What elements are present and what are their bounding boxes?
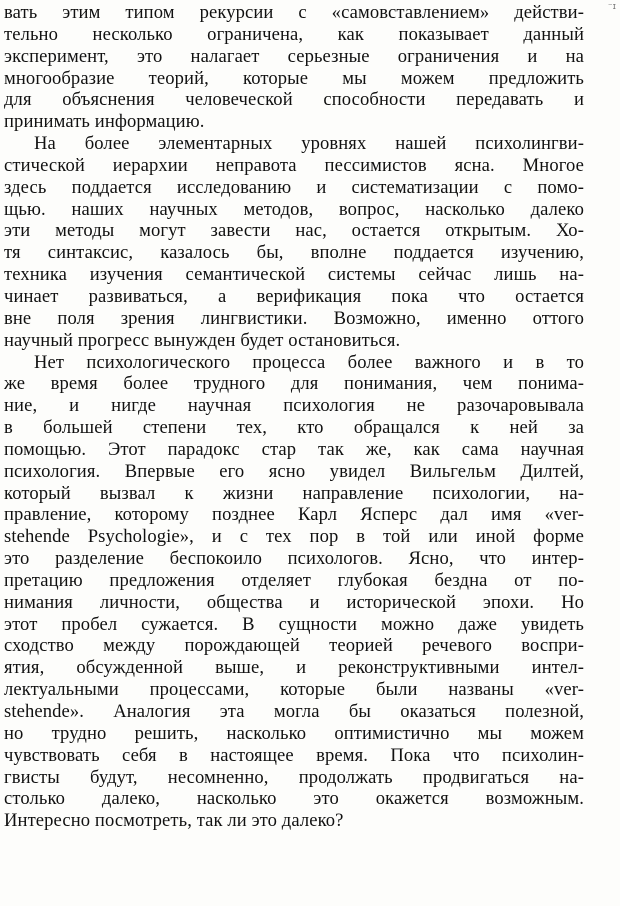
text-line: тельно несколько ограничена, как показывает данный bbox=[4, 23, 584, 45]
text-line: нимания личности, общества и исторической эпохи. Но bbox=[4, 591, 584, 613]
text-line: вне поля зрения лингвистики. Возможно, именно оттого bbox=[4, 307, 584, 329]
text-line: гвисты будут, несомненно, продолжать продвигаться на- bbox=[4, 766, 584, 788]
text-line: ние, и нигде научная психология не разочаровывала bbox=[4, 395, 584, 417]
text-line: На более элементарных уровнях нашей психолингви- bbox=[34, 133, 584, 155]
text-line: в большей степени тех, кто обращался к ней за bbox=[4, 417, 584, 439]
text-line: stehende». Аналогия эта могла бы оказаться полезной, bbox=[4, 701, 584, 722]
text-line: для объяснения человеческой способности передавать и bbox=[4, 89, 584, 111]
text-line: stehende Psychologie», и с тех пор в той или иной форме bbox=[4, 526, 584, 548]
paragraph bbox=[4, 133, 584, 351]
text-line: Нет психологического процесса более важного и в то bbox=[34, 351, 584, 373]
text-line: здесь поддается исследованию и систематизации с помо- bbox=[4, 176, 584, 198]
text-line: лектуальными процессами, которые были названы «ver- bbox=[4, 679, 584, 701]
text-line: вать этим типом рекурсии с «самовставлением» действи- bbox=[4, 2, 584, 23]
text-line: многообразие теорий, которые мы можем предложить bbox=[4, 67, 584, 89]
paragraph bbox=[4, 352, 584, 833]
text-line: претацию предложения отделяет глубокая бездна от по- bbox=[4, 569, 584, 591]
text-line: же время более трудного для понимания, чем понима- bbox=[4, 373, 584, 395]
text-line: это разделение беспокоило психологов. Ясно, что интер- bbox=[4, 548, 584, 570]
text-line: сходство между порождающей теорией речевого воспри- bbox=[4, 635, 584, 657]
body-text bbox=[4, 2, 584, 832]
text-line: но трудно решить, насколько оптимистично мы можем bbox=[4, 722, 584, 744]
text-line: научный прогресс вынужден будет остановиться. bbox=[4, 329, 401, 351]
text-line: этот пробел сужается. В сущности можно даже увидеть bbox=[4, 613, 584, 635]
paragraph bbox=[4, 2, 584, 133]
text-line: правление, которому позднее Карл Ясперс дал имя «ver- bbox=[4, 504, 584, 526]
text-line: столько далеко, насколько это окажется возможным. bbox=[4, 788, 584, 810]
text-line: чинает развиваться, а верификация пока что остается bbox=[4, 285, 584, 307]
text-line: психология. Впервые его ясно увидел Вильгельм Дилтей, bbox=[4, 460, 584, 482]
text-line: ятия, обсужденной выше, и реконструктивными интел- bbox=[4, 657, 584, 679]
text-line: помощью. Этот парадокс стар так же, как сама научная bbox=[4, 438, 584, 460]
text-line: принимать информацию. bbox=[4, 111, 205, 133]
text-line: который вызвал к жизни направление психологии, на- bbox=[4, 482, 584, 504]
text-line: тя синтаксис, казалось бы, вполне поддается изучению, bbox=[4, 242, 584, 264]
corner-mark: ⁻ɪ bbox=[607, 2, 616, 12]
text-line: Интересно посмотреть, так ли это далеко? bbox=[4, 810, 344, 832]
text-line: эти методы могут завести нас, остается открытым. Хо- bbox=[4, 220, 584, 242]
text-line: техника изучения семантической системы сейчас лишь на- bbox=[4, 264, 584, 286]
text-line: стической иерархии неправота пессимистов ясна. Многое bbox=[4, 154, 584, 176]
text-line: чувствовать себя в настоящее время. Пока что психолин- bbox=[4, 744, 584, 766]
text-line: эксперимент, это налагает серьезные ограничения и на bbox=[4, 45, 584, 67]
text-line: щью. наших научных методов, вопрос, насколько далеко bbox=[4, 198, 584, 220]
